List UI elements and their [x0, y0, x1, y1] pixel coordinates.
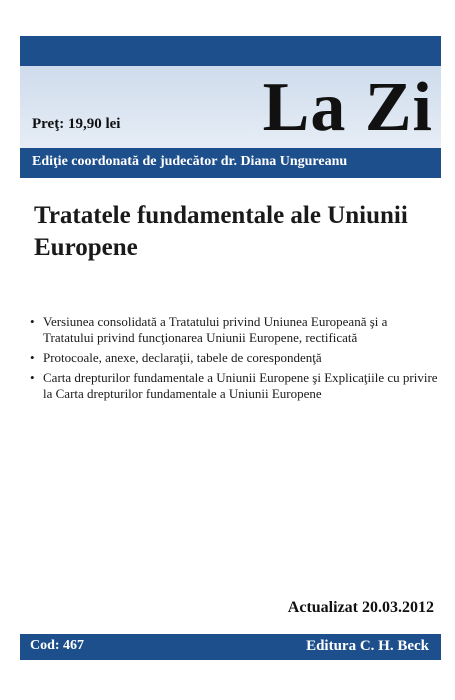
bullet-icon: • — [30, 350, 35, 365]
top-blue-band — [20, 36, 441, 66]
bottom-blue-band — [20, 634, 441, 660]
publisher-name: Editura C. H. Beck — [306, 638, 429, 654]
contents-list — [30, 314, 440, 406]
series-title: La Zi — [262, 69, 433, 146]
coordination-text: Ediţie coordonată de judecător dr. Diana Ungureanu — [32, 154, 348, 169]
update-date: Actualizat 20.03.2012 — [287, 599, 434, 616]
list-item — [30, 350, 440, 366]
bullet-icon: • — [30, 314, 35, 329]
list-item-text: Carta drepturilor fundamentale a Uniunii Europene şi Explicaţiile cu privire la Carta drepturilor fundamentale a Uniunii Europene — [43, 370, 438, 401]
list-item — [30, 314, 440, 346]
list-item-text: Versiunea consolidată a Tratatului privind Uniunea Europeană şi a Tratatului privind funcţionarea Uniunii Europene, rectificată — [43, 314, 388, 345]
price-label: Preţ: 19,90 lei — [32, 116, 121, 132]
book-title: Tratatele fundamentale ale Uniunii Europene — [34, 202, 408, 261]
coordination-band — [20, 148, 441, 178]
bullet-icon: • — [30, 370, 35, 385]
product-code: Cod: 467 — [30, 638, 85, 653]
list-item — [30, 370, 440, 402]
list-item-text: Protocoale, anexe, declaraţii, tabele de corespondenţă — [43, 350, 322, 365]
